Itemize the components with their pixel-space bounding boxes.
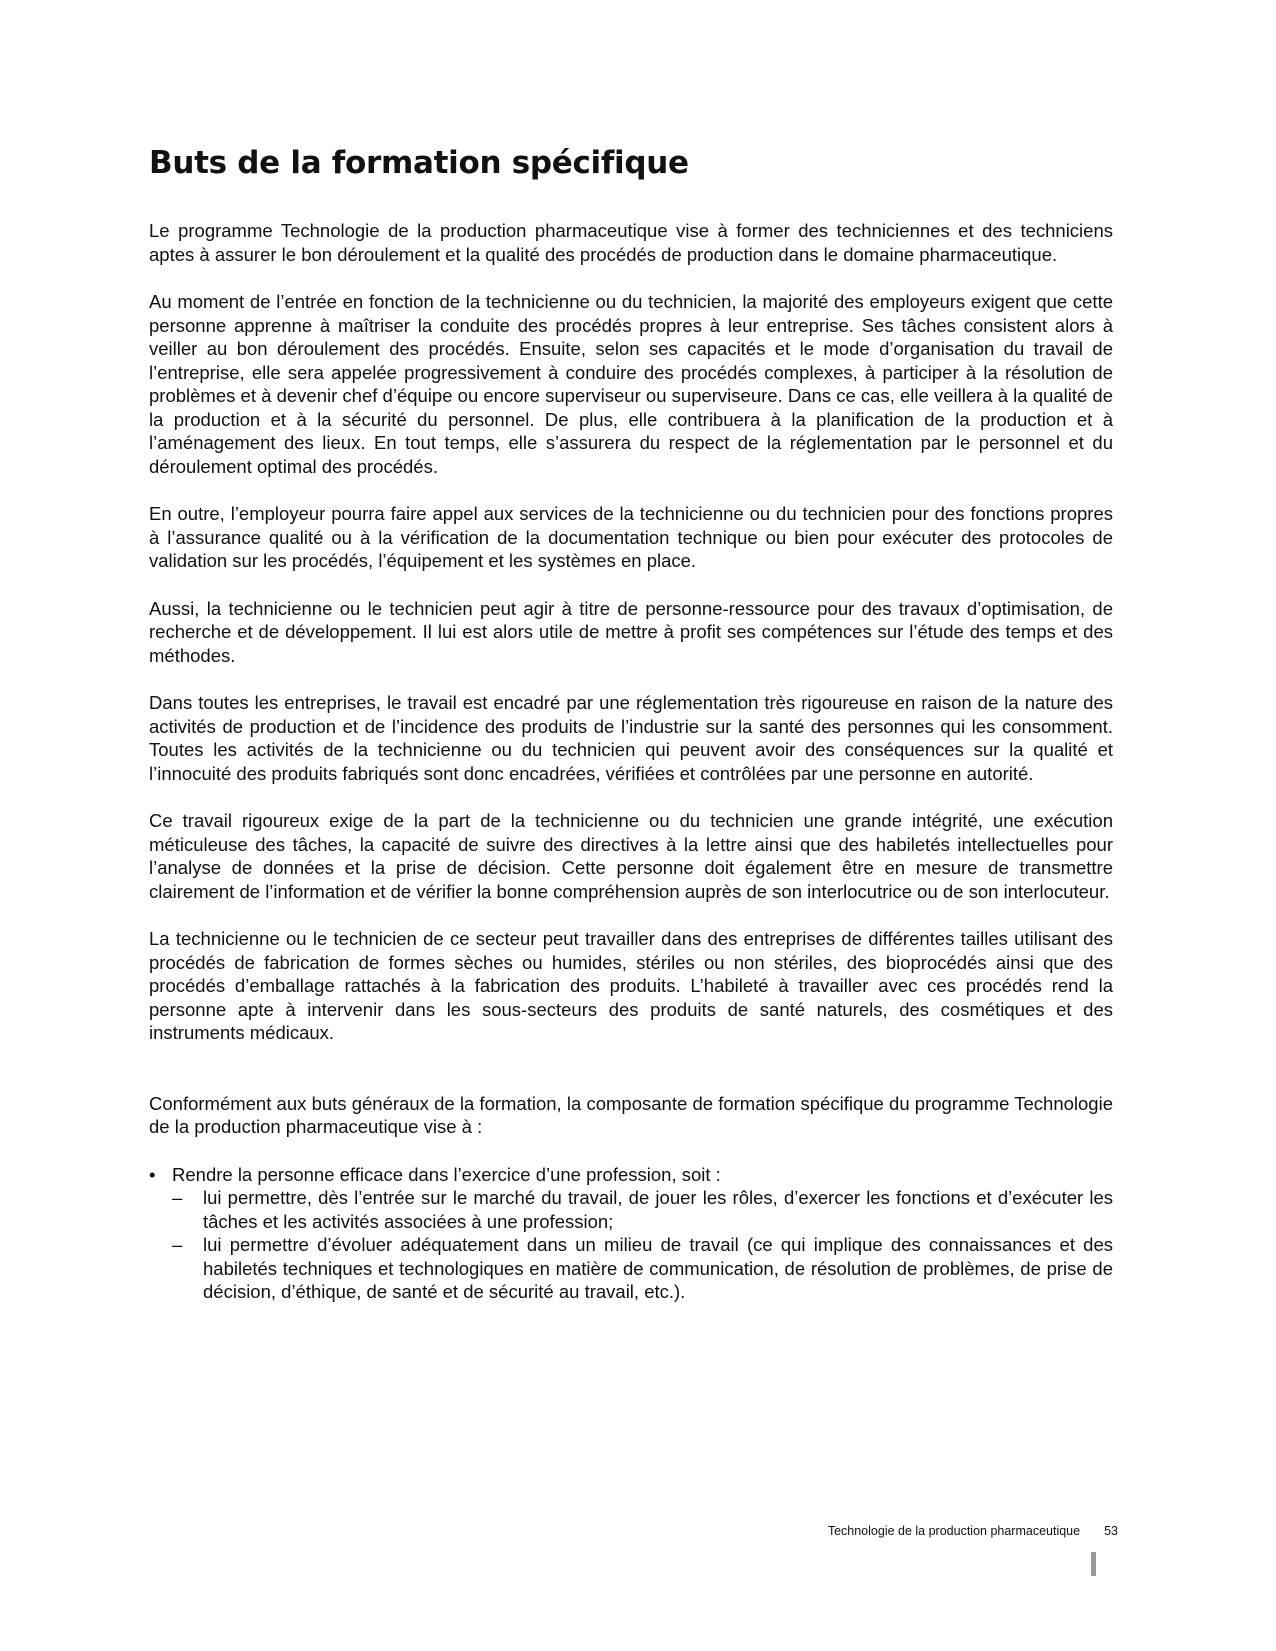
paragraph: Dans toutes les entreprises, le travail est encadré par une réglementation très rigoureuse en raison de la nature des activités de production et de l’incidence des produits de l’industrie sur la santé des personnes qui les consomment. Toutes les activités de la technicienne ou du technicien qui peuvent avoir des conséquences sur la qualité et l’innocuité des produits fabriqués sont donc encadrées, vérifiées et contrôlées par une personne en autorité. (149, 692, 1113, 784)
bullet-icon: • (149, 1163, 156, 1185)
dash-icon: – (172, 1187, 183, 1208)
paragraph: Aussi, la technicienne ou le technicien peut agir à titre de personne-ressource pour des travaux d’optimisation, de recherche et de développement. Il lui est alors utile de mettre à profit ses compétences sur l’étude des temps et des méthodes. (149, 597, 1113, 666)
dash-icon: – (172, 1234, 183, 1255)
sub-item-text: lui permettre, dès l’entrée sur le marché du travail, de jouer les rôles, d’exercer les fonctions et d’exécuter les tâches et les activités associées à une profession; (203, 1187, 1113, 1232)
section-title: Buts de la formation spécifique (149, 145, 689, 181)
page-content (149, 145, 1113, 1304)
paragraph: Ce travail rigoureux exige de la part de la technicienne ou du technicien une grande intégrité, une exécution méticuleuse des tâches, la capacité de suivre des directives à la lettre ainsi que des habiletés intellectuelles pour l’analyse de données et la prise de décision. Cette personne doit également être en mesure de transmettre clairement de l’information et de vérifier la bonne compréhension auprès de son interlocutrice ou de son interlocuteur. (149, 810, 1113, 902)
sub-item-text: lui permettre d’évoluer adéquatement dans un milieu de travail (ce qui implique des connaissances et des habiletés techniques et technologiques en matière de communication, de résolution de problèmes, de prise de décision, d’éthique, de santé et de sécurité au travail, etc.). (203, 1234, 1113, 1302)
paragraph: En outre, l’employeur pourra faire appel aux services de la technicienne ou du technicien pour des fonctions propres à l’assurance qualité ou à la vérification de la documentation technique ou bien pour exécuter des protocoles de validation sur les procédés, l’équipement et les systèmes en place. (149, 503, 1113, 571)
paragraph: Le programme Technologie de la production pharmaceutique vise à former des techniciennes et des techniciens aptes à assurer le bon déroulement et la qualité des procédés de production dans le domaine pharmaceutique. (149, 220, 1113, 265)
paragraph: Conformément aux buts généraux de la formation, la composante de formation spécifique du programme Technologie de la production pharmaceutique vise à : (149, 1092, 1113, 1137)
sub-list (172, 1186, 1113, 1304)
page-number: 53 (1104, 1524, 1118, 1538)
page-footer (0, 1524, 1118, 1538)
bullet-list (149, 1163, 1113, 1304)
list-item (149, 1163, 1113, 1304)
margin-bar (1091, 1552, 1096, 1576)
footer-program: Technologie de la production pharmaceutique (827, 1524, 1081, 1538)
sub-list-item (172, 1186, 1113, 1233)
sub-list-item (172, 1233, 1113, 1304)
list-item-text: Rendre la personne efficace dans l’exercice d’une profession, soit : (172, 1163, 721, 1185)
paragraph: Au moment de l’entrée en fonction de la technicienne ou du technicien, la majorité des employeurs exigent que cette personne apprenne à maîtriser la conduite des procédés propres à leur entreprise. Ses tâches consistent alors à veiller au bon déroulement des procédés. Ensuite, selon ses capacités et le mode d’organisation du travail de l’entreprise, elle sera appelée progressivement à conduire des procédés complexes, à participer à la résolution de problèmes et à devenir chef d’équipe ou encore superviseur ou superviseure. Dans ce cas, elle veillera à la qualité de la production et à la sécurité du personnel. De plus, elle contribuera à la planification de la production et à l’aménagement des lieux. En tout temps, elle s’assurera du respect de la réglementation par le personnel et du déroulement optimal des procédés. (149, 291, 1113, 477)
paragraph: La technicienne ou le technicien de ce secteur peut travailler dans des entreprises de différentes tailles utilisant des procédés de fabrication de formes sèches ou humides, stériles ou non stériles, des bioprocédés ainsi que des procédés d’emballage rattachés à la fabrication des produits. L’habileté à travailler avec ces procédés rend la personne apte à intervenir dans les sous-secteurs des produits de santé naturels, des cosmétiques et des instruments médicaux. (149, 928, 1113, 1043)
